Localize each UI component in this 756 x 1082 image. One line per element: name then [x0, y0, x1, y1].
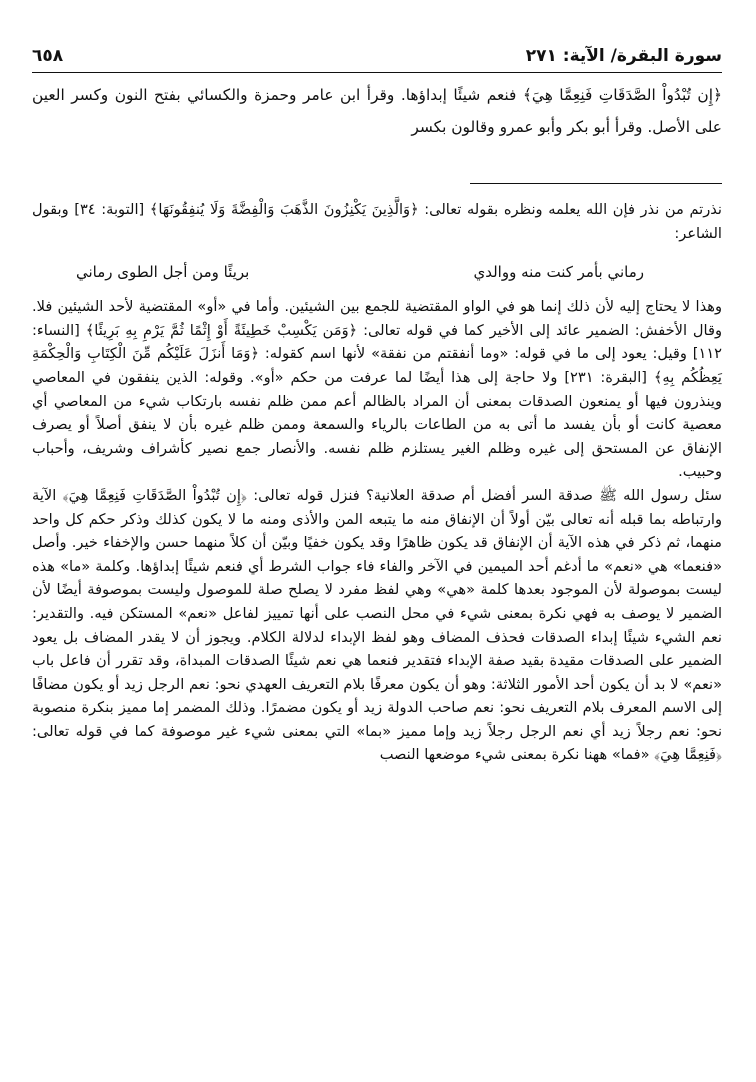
surah-reference: سورة البقرة/ الآية: ٢٧١: [525, 46, 722, 66]
page-header: [32, 44, 722, 68]
commentary-section: [32, 198, 722, 767]
poem-second-hemistich: بريئًا ومن أجل الطوى رماني: [76, 263, 250, 282]
book-page: [32, 44, 722, 1064]
main-text-section: [32, 79, 722, 143]
commentary-paragraph-1: نذرتم من نذر فإن الله يعلمه ونظره بقوله تعالى: ﴿وَالَّذِينَ يَكْنِزُونَ الذَّهَبَ وَالْفِضَّةَ وَلَا يُنفِقُونَهَا﴾ [التوبة: ٣٤] وبقول الشاعر:: [32, 201, 722, 242]
commentary-paragraph-3: سئل رسول الله ﷺ صدقة السر أفضل أم صدقة العلانية؟ فنزل قوله تعالى: ﴿إِن تُبْدُواْ الصَّدَقَاتِ فَنِعِمَّا هِيَ﴾ الآية وارتباطه بما قبله أنه تعالى بيّن أولاً أن الإنفاق منه ما يتبعه المن والأذى ومنه ما لا يكون كذلك وذكر حكم كل واحد منهما، ثم ذكر في هذه الآية أن الإنفاق قد يكون ظاهرًا وقد يكون خفيًا وبيّن أن كلاً منهما حسن والإخفاء خير. وأصل «فنعما» هي «نعم» ما أدغم أحد الميمين في الآخر والفاء فاء جواب الشرط أي فنعم شيئًا إبداؤها. وكلمة «ما» هذه ليست بموصولة لأن الموجود بعدها كلمة «هي» وهي لفظ مفرد لا يصلح صلة للموصول وليست بموصوفة أيضًا لأن الضمير لا يوصف به فهي نكرة بمعنى شيء في محل النصب على أنها تمييز لفاعل «نعم» المستكن فيه. والتقدير: نعم الشيء شيئًا إبداء الصدقات فحذف المضاف وهو لفظ الإبداء لدلالة الكلام. ويجوز أن لا يقدر المضاف بل يعود الضمير على الصدقات مقيدة بقيد صفة الإبداء فتقدير فنعما هي نعم شيئًا الصدقات المبداة، وقد تقرر أن فاعل باب «نعم» لا بد أن يكون أحد الأمور الثلاثة: وهو أن يكون معرفًا بلام التعريف العهدي نحو: نعم الرجل زيد أو يكون مضافًا إلى الاسم المعرف بلام التعريف نحو: نعم صاحب الدولة زيد أو يكون مضمرًا. وذلك المضمر إما مميز بنكرة منصوبة نحو: نعم رجلاً زيد أي نعم الرجل رجلاً زيد وإما مميز «بما» التي بمعنى شيء غير موصوفة كما في قوله تعالى: ﴿فَنِعِمَّا هِيَ﴾ «فما» ههنا نكرة بمعنى شيء موضعها النصب: [32, 486, 722, 764]
poem-verse: [32, 259, 722, 285]
poem-first-hemistich: رماني بأمر كنت منه ووالدي: [473, 263, 644, 282]
footnote-divider: [470, 183, 722, 184]
main-paragraph: ﴿إِن تُبْدُواْ الصَّدَقَاتِ فَنِعِمَّا هِيَ﴾ فنعم شيئًا إبداؤها. وقرأ ابن عامر وحمزة والكسائي بفتح النون وكسر العين على الأصل. وقرأ أبو بكر وأبو عمرو وقالون بكسر: [32, 86, 722, 136]
page-number: ٦٥٨: [32, 46, 64, 66]
header-divider: [32, 72, 722, 73]
commentary-paragraph-2: وهذا لا يحتاج إليه لأن ذلك إنما هو في الواو المقتضية للجمع بين الشيئين. وأما في «أو» المقتضية لأحد الشيئين فلا. وقال الأخفش: الضمير عائد إلى الأخير كما في قوله تعالى: ﴿وَمَن يَكْسِبْ خَطِيئَةً أَوْ إِثْمًا ثُمَّ يَرْمِ بِهِ بَرِيئًا﴾ [النساء: ١١٢] وقيل: يعود إلى ما في قوله: «وما أنفقتم من نفقة» لأنها اسم كقوله: ﴿وَمَا أَنزَلَ عَلَيْكُم مِّنَ الْكِتَابِ وَالْحِكْمَةِ يَعِظُكُم بِهِ﴾ [البقرة: ٢٣١] ولا حاجة إلى هذا أيضًا لما عرفت من حكم «أو». وقوله: الذين ينفقون في المعاصي وينذرون فيها أو يمنعون الصدقات بمعنى أن المراد بالظالم أعم ممن ظلم نفسه بارتكاب شيء من المعاصي أي معصية كانت أو بأن يفسد ما أتى به من الطاعات بالرياء والسمعة وممن ظلم غيره بأن لا ينفق أصلاً أو يصرف الإنفاق عن المستحق إلى غيره وظلم الغير يستلزم ظلم نفسه. والأنصار جمع نصير كأشراف وشريف، وأحباب وحبيب.: [32, 298, 722, 481]
